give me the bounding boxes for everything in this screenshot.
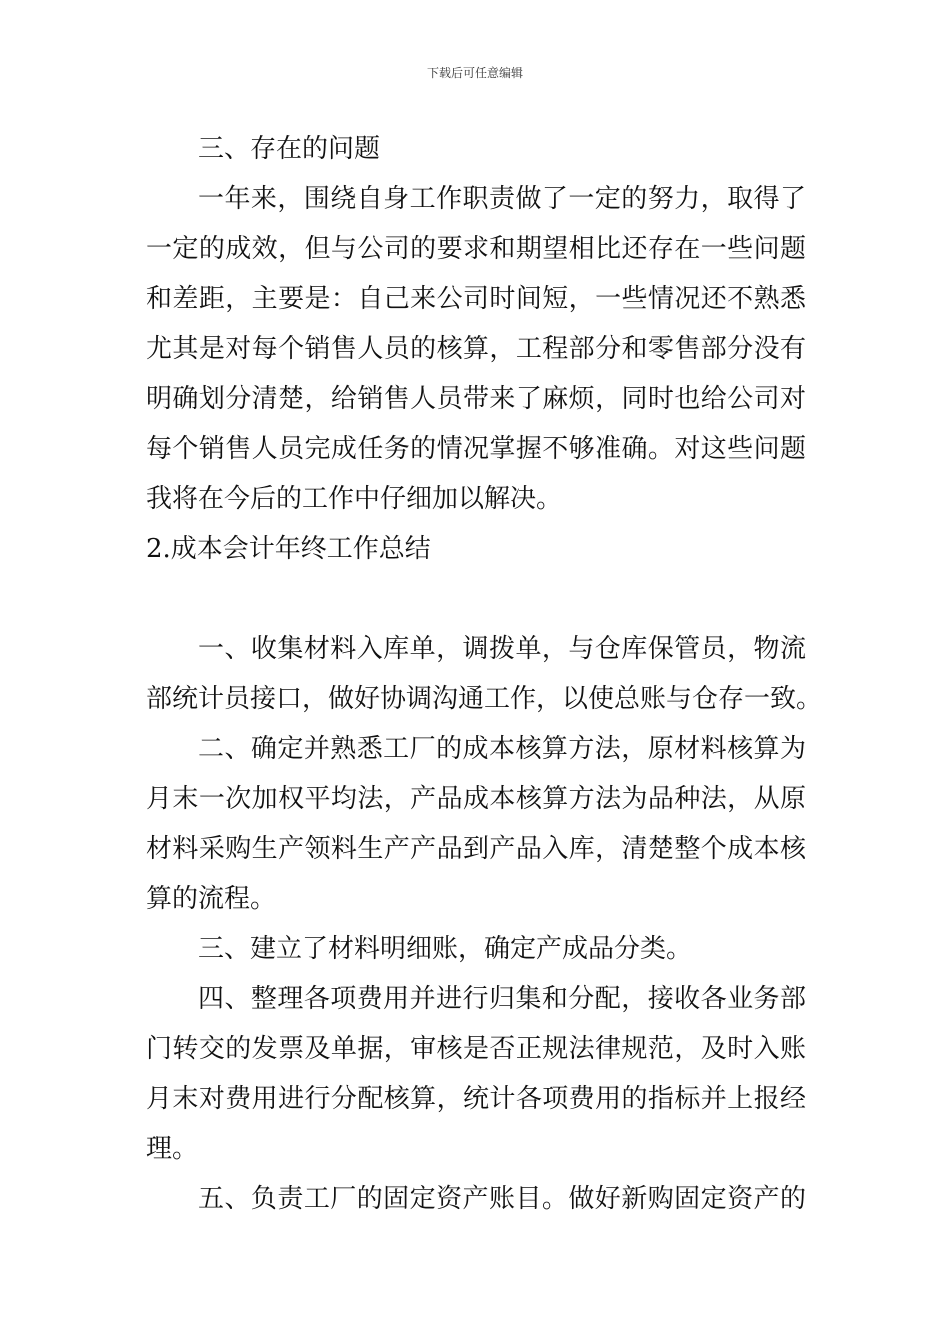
- text-line: 月末一次加权平均法，产品成本核算方法为品种法，从原: [146, 784, 806, 814]
- text-line: 月末对费用进行分配核算，统计各项费用的指标并上报经: [146, 1084, 806, 1114]
- text-line: 每个销售人员完成任务的情况掌握不够准确。对这些问题: [146, 434, 806, 464]
- text-line: 我将在今后的工作中仔细加以解决。: [146, 484, 563, 514]
- text-line: 门转交的发票及单据，审核是否正规法律规范，及时入账: [146, 1034, 806, 1064]
- text-line: 尤其是对每个销售人员的核算，工程部分和零售部分没有: [146, 334, 806, 364]
- text-line: 理。: [146, 1134, 199, 1164]
- text-line: 一定的成效，但与公司的要求和期望相比还存在一些问题: [146, 234, 806, 264]
- text-line: 和差距，主要是：自己来公司时间短，一些情况还不熟悉: [146, 284, 806, 314]
- page-header-note: 下载后可任意编辑: [426, 66, 523, 80]
- text-line: 2.成本会计年终工作总结: [146, 534, 431, 564]
- text-line: 五、负责工厂的固定资产账目。做好新购固定资产的: [198, 1184, 806, 1214]
- text-line: 材料采购生产领料生产产品到产品入库，清楚整个成本核: [146, 834, 806, 864]
- text-line: 三、存在的问题: [198, 134, 381, 164]
- text-line: 算的流程。: [146, 884, 277, 914]
- text-line: 部统计员接口，做好协调沟通工作，以使总账与仓存一致。: [146, 684, 823, 714]
- text-line: 一、收集材料入库单，调拨单，与仓库保管员，物流: [198, 634, 806, 664]
- text-line: 明确划分清楚，给销售人员带来了麻烦，同时也给公司对: [146, 384, 806, 414]
- text-line: 二、确定并熟悉工厂的成本核算方法，原材料核算为: [198, 734, 806, 764]
- document-body: [146, 124, 823, 1224]
- text-line: 四、整理各项费用并进行归集和分配，接收各业务部: [198, 984, 806, 1014]
- text-line: 三、建立了材料明细账，确定产成品分类。: [198, 934, 693, 964]
- text-line: 一年来，围绕自身工作职责做了一定的努力，取得了: [198, 184, 806, 214]
- paragraph-gap: [146, 574, 806, 624]
